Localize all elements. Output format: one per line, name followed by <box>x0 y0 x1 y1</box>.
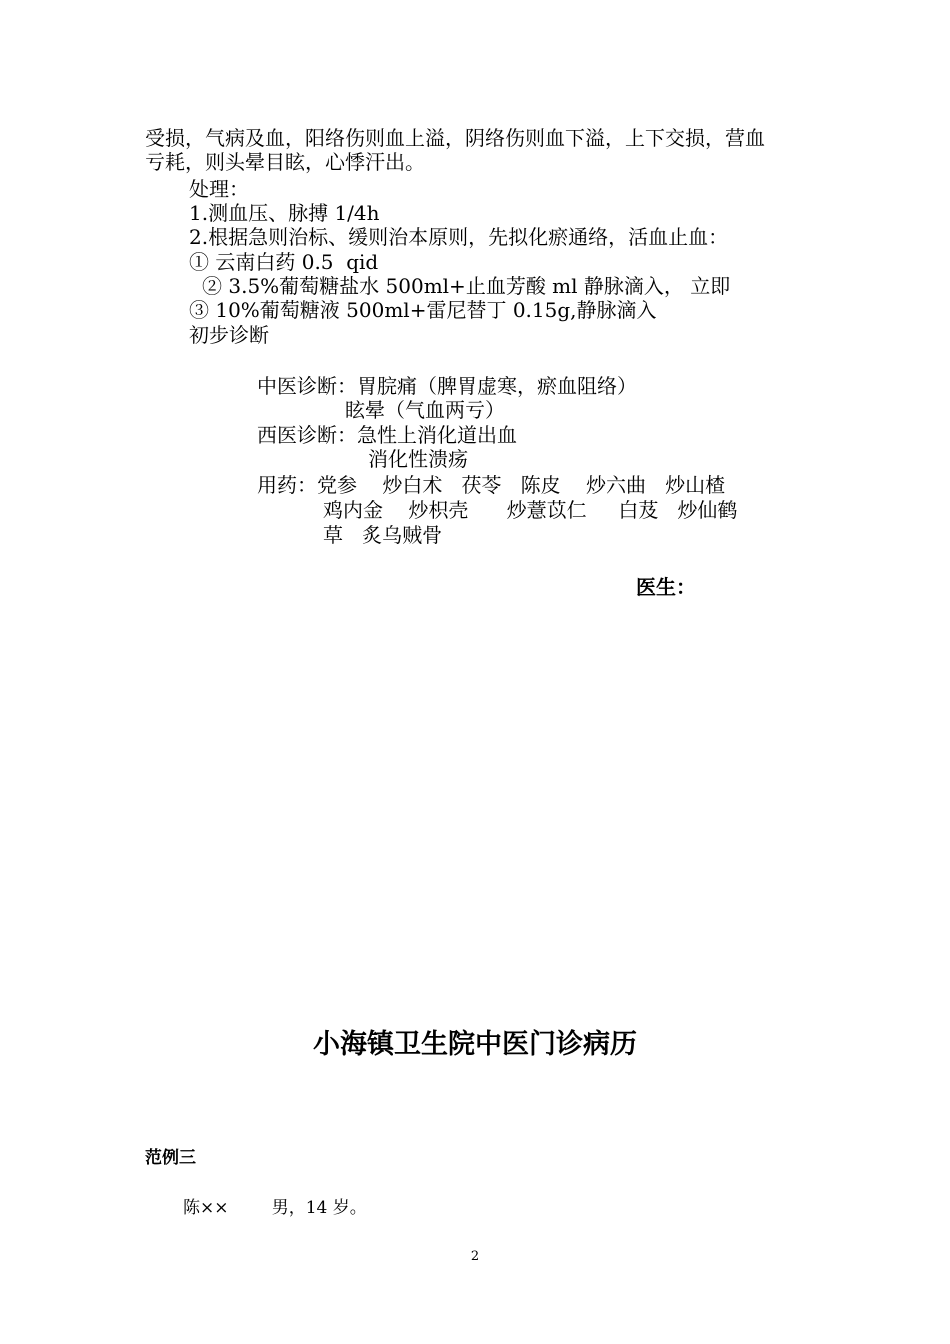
example-label: 范例三 <box>145 1148 196 1168</box>
medication-line-2: 鸡内金 炒枳壳 炒薏苡仁 白芨 炒仙鹤 <box>323 498 738 522</box>
record-text-line-2: 亏耗，则头晕目眩，心悸汗出。 <box>145 150 425 174</box>
page-number: 2 <box>470 1249 480 1264</box>
treatment-step-2: 2.根据急则治标、缓则治本原则，先拟化瘀通络，活血止血： <box>189 225 729 249</box>
western-diagnosis-1: 西医诊断：急性上消化道出血 <box>257 423 517 447</box>
record-title: 小海镇卫生院中医门诊病历 <box>313 1029 637 1060</box>
medication-line-3: 草 炙乌贼骨 <box>323 523 443 547</box>
treatment-step-1: 1.测血压、脉搏 1/4h <box>189 201 380 225</box>
preliminary-diagnosis-label: 初步诊断 <box>189 323 269 347</box>
tcm-diagnosis-1: 中医诊断：胃脘痛（脾胃虚寒，瘀血阻络） <box>257 374 637 398</box>
patient-info: 陈×× 男，14 岁。 <box>183 1198 367 1218</box>
prescription-3: ③ 10%葡萄糖液 500ml+雷尼替丁 0.15g,静脉滴入 <box>189 298 657 322</box>
record-text-line-1: 受损，气病及血，阳络伤则血上溢，阴络伤则血下溢，上下交损，营血 <box>145 126 765 150</box>
medication-line-1: 用药：党参 炒白术 茯苓 陈皮 炒六曲 炒山楂 <box>257 473 726 497</box>
treatment-label: 处理： <box>189 177 249 201</box>
doctor-signature-label: 医生： <box>636 575 696 599</box>
western-diagnosis-2: 消化性溃疡 <box>368 447 468 471</box>
prescription-2: ② 3.5%葡萄糖盐水 500ml+止血芳酸 ml 静脉滴入， 立即 <box>202 274 731 298</box>
tcm-diagnosis-2: 眩晕（气血两亏） <box>345 398 505 422</box>
prescription-1: ① 云南白药 0.5 qid <box>189 250 379 274</box>
